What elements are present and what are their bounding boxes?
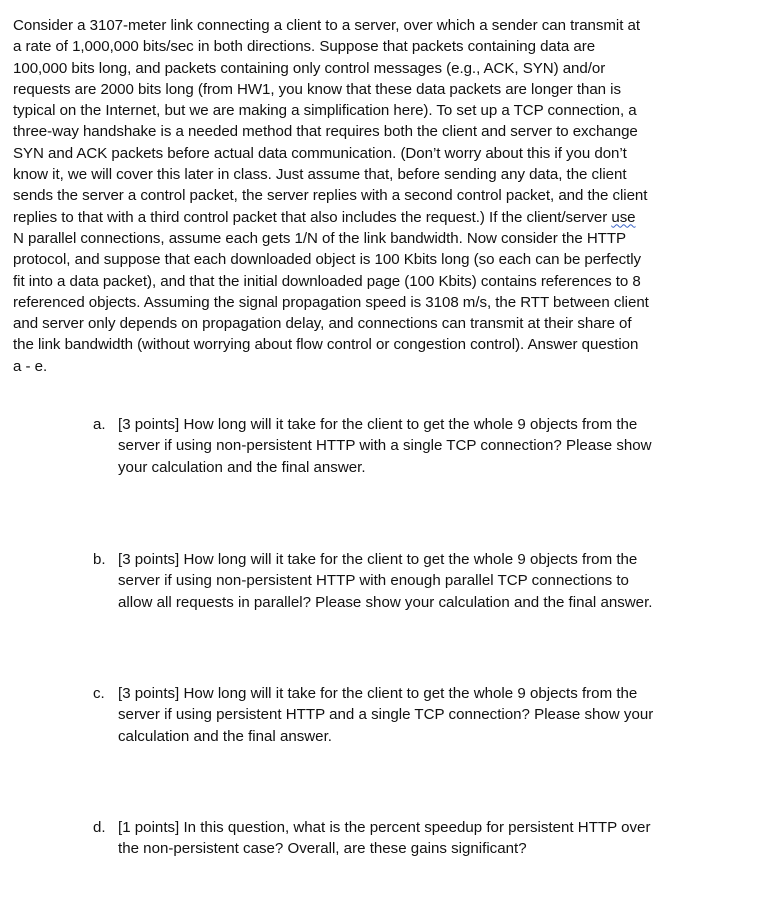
intro-line: know it, we will cover this later in class. Just assume that, before sending any data, the client xyxy=(13,166,627,184)
question-label: b. xyxy=(93,551,106,568)
question-label: d. xyxy=(93,819,106,836)
question-line: calculation and the final answer. xyxy=(118,727,332,745)
question-text xyxy=(118,414,733,478)
question-line: your calculation and the final answer. xyxy=(118,458,366,476)
spellcheck-flagged-word[interactable]: use xyxy=(611,208,636,226)
intro-line: a - e. xyxy=(13,357,48,375)
question-text xyxy=(118,549,733,613)
intro-line: and server only depends on propagation delay, and connections can transmit at their share of xyxy=(13,315,632,333)
question-text xyxy=(118,817,733,860)
question-text xyxy=(118,683,733,747)
intro-line: requests are 2000 bits long (from HW1, you know that these data packets are longer than is xyxy=(13,80,621,98)
intro-line: fit into a data packet), and that the initial downloaded page (100 Kbits) contains references to 8 xyxy=(13,272,641,290)
question-line: [3 points] How long will it take for the client to get the whole 9 objects from the xyxy=(118,685,638,702)
question-line: the non-persistent case? Overall, are these gains significant? xyxy=(118,840,527,858)
intro-line: SYN and ACK packets before actual data communication. (Don’t worry about this if you don’t xyxy=(13,144,627,162)
question-line: [3 points] How long will it take for the client to get the whole 9 objects from the xyxy=(118,416,638,433)
intro-line-with-spellcheck xyxy=(13,207,713,228)
question-line: [3 points] How long will it take for the client to get the whole 9 objects from the xyxy=(118,551,638,568)
question-line: server if using non-persistent HTTP with a single TCP connection? Please show xyxy=(118,437,652,455)
intro-line: 100,000 bits long, and packets containing only control messages (e.g., ACK, SYN) and/or xyxy=(13,59,606,77)
question-line: allow all requests in parallel? Please show your calculation and the final answer. xyxy=(118,593,653,611)
question-label: a. xyxy=(93,416,106,433)
intro-line: typical on the Internet, but we are making a simplification here). To set up a TCP connection, a xyxy=(13,102,637,120)
question-line: server if using non-persistent HTTP with enough parallel TCP connections to xyxy=(118,572,629,590)
intro-line: Consider a 3107-meter link connecting a client to a server, over which a sender can transmit at xyxy=(13,17,640,34)
intro-line: the link bandwidth (without worrying about flow control or congestion control). Answer question xyxy=(13,336,639,354)
intro-line: protocol, and suppose that each downloaded object is 100 Kbits long (so each can be perfectly xyxy=(13,251,642,269)
intro-line: three-way handshake is a needed method that requires both the client and server to exchange xyxy=(13,123,638,141)
question-line: [1 points] In this question, what is the percent speedup for persistent HTTP over xyxy=(118,819,651,836)
intro-line: referenced objects. Assuming the signal propagation speed is 3108 m/s, the RTT between client xyxy=(13,293,649,311)
intro-line-text: replies to that with a third control packet that also includes the request.) If the client/server xyxy=(13,208,608,226)
problem-statement xyxy=(13,15,713,377)
intro-line: a rate of 1,000,000 bits/sec in both directions. Suppose that packets containing data are xyxy=(13,38,596,56)
question-label: c. xyxy=(93,685,105,702)
intro-line: sends the server a control packet, the server replies with a second control packet, and the client xyxy=(13,187,648,205)
intro-line: N parallel connections, assume each gets 1/N of the link bandwidth. Now consider the HTTP xyxy=(13,229,627,247)
question-line: server if using persistent HTTP and a single TCP connection? Please show your xyxy=(118,706,654,724)
